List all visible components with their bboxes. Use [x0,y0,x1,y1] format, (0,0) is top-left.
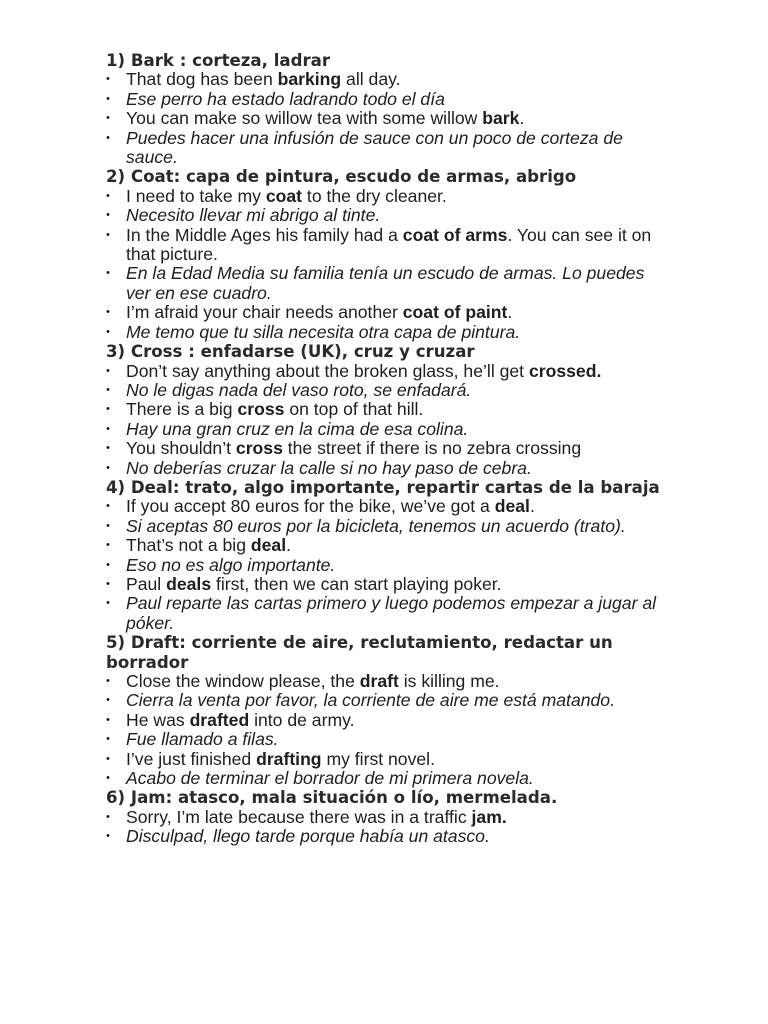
example-list [106,808,666,847]
sentence-text: Si aceptas 80 euros por la bicicleta, tenemos un acuerdo (trato). [126,515,626,536]
sentence-text: Puedes hacer una infusión de sauce con un poco de corteza de sauce. [126,127,623,168]
sentence-text: Paul [126,573,167,594]
example-list [106,187,666,342]
spanish-translation [106,420,666,439]
highlighted-word: bark [482,108,520,129]
sentence-text: In the Middle Ages his family had a [126,224,403,245]
sentence-text: Close the window please, the [126,671,360,691]
sentence-text: Necesito llevar mi abrigo al tinte. [126,205,381,226]
sentence-text: . [286,535,291,556]
english-example [106,808,666,827]
sentence-text: . You can see it on that picture. [126,224,652,265]
sentence-text: En la Edad Media su familia tenía un escudo de armas. Lo puedes ver en ese cuadro. [126,263,645,303]
english-example [106,497,666,516]
spanish-translation [106,769,666,788]
section-heading: 5) Draft: corriente de aire, reclutamiento, redactar un borrador [106,633,613,672]
sentence-text: Don’t say anything about the broken glass, he’ll get [126,360,529,381]
vocabulary-section [106,788,666,846]
vocabulary-section [106,51,666,167]
spanish-translation [106,206,666,225]
sentence-text: I’m afraid your chair needs another [126,302,403,323]
section-heading: 6) Jam: atasco, mala situación o lío, mermelada. [106,788,558,808]
sentence-text: first, then we can start playing poker. [211,573,502,594]
highlighted-word: drafted [189,709,250,730]
spanish-translation [106,594,666,633]
english-example [106,575,666,594]
english-example [106,303,666,322]
sentence-text: That’s not a big [126,535,251,556]
english-example [106,400,666,419]
sentence-text: Acabo de terminar el borrador de mi primera novela. [126,768,534,789]
sentence-text: the street if there is no zebra crossing [282,438,582,459]
vocabulary-list [106,51,666,847]
sentence-text: Fue llamado a filas. [126,729,279,750]
highlighted-word: coat of arms [402,224,508,245]
sentence-text: is killing me. [398,671,500,691]
sentence-text: Hay una gran cruz en la cima de esa colina. [126,418,469,439]
spanish-translation [106,90,666,109]
sentence-text: You can make so willow tea with some willow [126,108,483,129]
example-list [106,497,666,633]
sentence-text: to the dry cleaner. [302,185,447,206]
vocabulary-section [106,342,666,478]
english-example [106,187,666,206]
sentence-text: on top of that hill. [284,399,424,420]
sentence-text: into de army. [249,709,355,730]
spanish-translation [106,459,666,478]
sentence-text: Ese perro ha estado ladrando todo el día [126,88,445,109]
sentence-text: Disculpad, llego tarde porque había un atasco. [126,826,490,847]
sentence-text: You shouldn’t [126,438,236,459]
highlighted-word: deal [494,496,530,517]
spanish-translation [106,323,666,342]
vocabulary-section [106,478,666,633]
section-heading: 2) Coat: capa de pintura, escudo de armas, abrigo [106,167,577,187]
sentence-text: No deberías cruzar la calle si no hay paso de cebra. [126,457,532,478]
section-heading: 3) Cross : enfadarse (UK), cruz y cruzar [106,342,475,362]
spanish-translation [106,264,666,303]
sentence-text: Sorry, I’m late because there was in a traffic [126,806,472,827]
sentence-text: If you accept 80 euros for the bike, we’ve got a [126,496,495,517]
sentence-text: Paul reparte las cartas primero y luego podemos empezar a jugar al póker. [126,593,657,633]
spanish-translation [106,730,666,749]
highlighted-word: deals [166,573,212,594]
sentence-text: . [507,302,513,323]
sentence-text: There is a big [126,399,238,420]
highlighted-word: deal [250,535,287,556]
spanish-translation [106,517,666,536]
sentence-text: my first novel. [321,748,435,769]
english-example [106,109,666,128]
sentence-text: Eso no es algo importante. [126,554,336,575]
vocabulary-section [106,633,666,788]
sentence-text: That dog has been [126,69,278,90]
spanish-translation [106,827,666,846]
section-heading: 1) Bark : corteza, ladrar [106,51,331,70]
sentence-text: all day. [341,69,401,90]
sentence-text: I’ve just finished [126,748,257,769]
sentence-text: He was [126,709,190,730]
english-example [106,750,666,769]
vocabulary-section [106,167,666,342]
sentence-text: Cierra la venta por favor, la corriente de aire me está matando. [126,690,615,711]
highlighted-word: coat [265,185,303,206]
highlighted-word: cross [235,438,283,459]
english-example [106,70,666,89]
spanish-translation [106,691,666,710]
spanish-translation [106,381,666,400]
highlighted-word: barking [277,69,342,90]
highlighted-word: cross [237,399,285,420]
sentence-text: . [519,108,525,129]
section-heading: 4) Deal: trato, algo importante, repartir cartas de la baraja [106,477,660,497]
english-example [106,711,666,730]
sentence-text: I need to take my [126,185,266,206]
spanish-translation [106,556,666,575]
spanish-translation [106,129,666,168]
sentence-text: No le digas nada del vaso roto, se enfadará. [126,379,472,400]
highlighted-word: jam. [471,806,507,827]
example-list [106,362,666,478]
english-example [106,362,666,381]
example-list [106,70,666,167]
english-example [106,439,666,458]
english-example [106,226,666,265]
sentence-text: . [529,496,535,517]
example-list [106,672,666,788]
sentence-text: Me temo que tu silla necesita otra capa de pintura. [126,321,521,342]
english-example [106,672,666,691]
highlighted-word: draft [359,671,399,691]
highlighted-word: drafting [256,748,322,769]
highlighted-word: crossed. [528,360,602,381]
highlighted-word: coat of paint [402,302,508,323]
english-example [106,536,666,555]
